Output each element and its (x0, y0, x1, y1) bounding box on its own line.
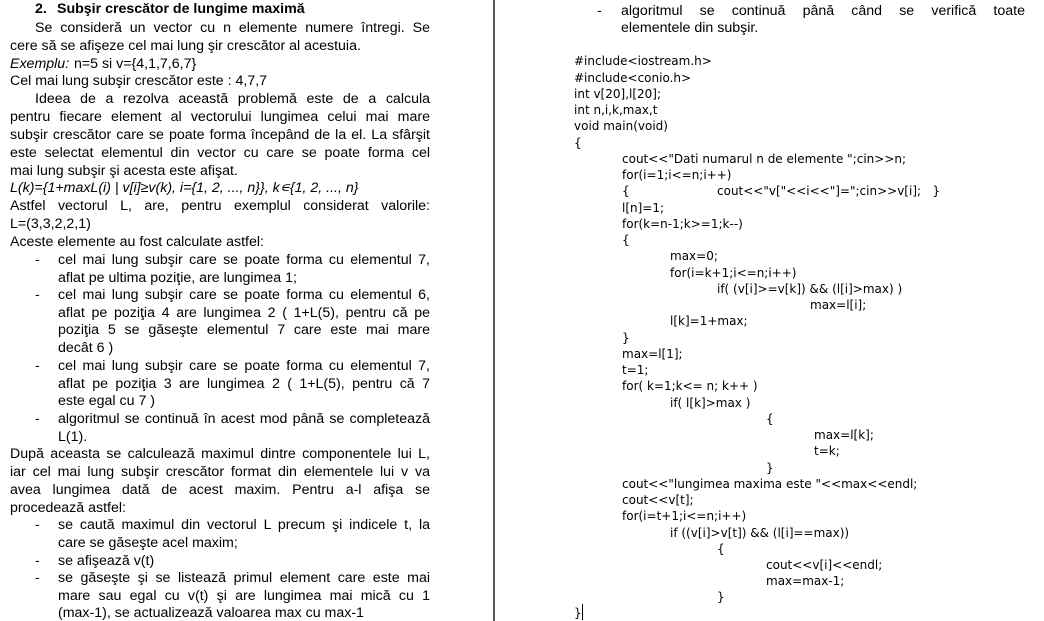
bullet-dash: - (597, 3, 602, 19)
code-line: { (766, 412, 774, 426)
after-line-3: avea lungimea dată de acest maxim. Pentru a-l afişa se (10, 482, 430, 498)
code-line: l[k]=1+max; (670, 314, 748, 328)
top-bullet-line-1: algoritmul se continuă până când se verifică toate (621, 3, 1025, 19)
code-line: max=l[k]; (814, 428, 874, 442)
code-line: for( k=1;k<= n; k++ ) (622, 379, 758, 393)
vector-l-line-2: L=(3,3,2,2,1) (10, 216, 91, 232)
code-line: { (622, 184, 630, 198)
code-line: cout<<v[t]; (622, 493, 694, 507)
bullet-dash: - (35, 517, 40, 533)
code-line: for(i=k+1;i<=n;i++) (670, 266, 797, 280)
idea-line-5: mai lung subşir şi acesta este afişat. (10, 163, 238, 179)
code-line: #include<iostream.h> (574, 54, 712, 68)
top-bullet-line-2: elementele din subşir. (621, 20, 759, 36)
formula: L(k)={1+maxL(i) | v[i]≥v(k), i={1, 2, ..., n}}, k∊{1, 2, ..., n} (10, 180, 359, 196)
code-line: cout<<"lungimea maxima este "<<max<<endl; (622, 477, 918, 491)
code-line: max=max-1; (766, 574, 845, 588)
code-line: max=l[i]; (810, 298, 867, 312)
page-divider (493, 0, 495, 621)
code-line: { (717, 542, 725, 556)
step2-line-1: se afişează v(t) (58, 553, 155, 569)
after-line-2: iar cel mai lung subşir crescător format din elementele lui v va (10, 464, 430, 480)
code-line: cout<<"v["<<i<<"]=";cin>>v[i]; } (717, 184, 941, 198)
code-line: max=0; (670, 249, 718, 263)
step1-line-1: se caută maximul din vectorul L precum şi indicele t, la (58, 517, 430, 533)
longest-subsequence: Cel mai lung subşir crescător este : 4,7,7 (10, 73, 268, 89)
code-line: cout<<"Dati numarul n de elemente ";cin>>n; (622, 152, 907, 166)
bullet-dash: - (35, 570, 40, 586)
code-line: if( l[k]>max ) (670, 396, 751, 410)
step3-line-3: (max-1), se actualizează valoarea max cu max-1 (58, 605, 364, 621)
code-line: for(i=t+1;i<=n;i++) (622, 509, 747, 523)
code-line: t=1; (622, 363, 649, 377)
bullet-dash: - (35, 553, 40, 569)
code-line: } (574, 606, 582, 620)
code-line: for(i=1;i<=n;i++) (622, 168, 732, 182)
after-line-4: procedează astfel: (10, 500, 126, 516)
bullet-dash: - (35, 411, 40, 427)
code-line: for(k=n-1;k>=1;k--) (622, 217, 743, 231)
intro-line-2: cere să se afişeze cel mai lung şir crescător al acestuia. (10, 38, 361, 54)
code-line: t=k; (814, 444, 840, 458)
bullet-dash: - (35, 287, 40, 303)
code-line: max=l[1]; (622, 347, 683, 361)
code-line: { (622, 233, 630, 247)
step1-line-2: care se găseşte acel maxim; (58, 535, 238, 551)
code-line: } (622, 331, 630, 345)
bullet2-line-1: cel mai lung subşir care se poate forma cu elementul 6, (58, 287, 430, 303)
code-line: if ((v[i]>v[t]) && (l[i]==max)) (670, 526, 850, 540)
step3-line-2: mare sau egal cu v(t) şi are lungimea mai mică cu 1 (58, 588, 430, 604)
section-heading: Subşir crescător de lungime maximă (57, 1, 305, 17)
code-line: l[n]=1; (622, 201, 665, 215)
idea-line-2: pentru fiecare element al vectorului lungimea celui mai mare (10, 109, 430, 125)
intro-line-1: Se consideră un vector cu n elemente numere întregi. Se (35, 20, 430, 36)
bullet-dash: - (35, 252, 40, 268)
code-line: #include<conio.h> (574, 71, 692, 85)
code-line: } (717, 590, 725, 604)
text-cursor[interactable] (582, 604, 583, 620)
bullet4-line-2: L(1). (58, 429, 88, 445)
bullet2-line-2: aflat pe poziţia 4 are lungimea 2 ( 1+L(5), pentru că pe (58, 305, 430, 321)
bullet1-line-2: aflat pe ultima poziţie, are lungimea 1; (58, 270, 297, 286)
code-line: void main(void) (574, 119, 668, 133)
section-number: 2. (35, 1, 47, 17)
idea-line-1: Ideea de a rezolva această problemă este de a calcula (35, 91, 430, 107)
calc-intro: Aceste elemente au fost calculate astfel: (10, 234, 264, 250)
bullet1-line-1: cel mai lung subşir care se poate forma cu elementul 7, (58, 252, 430, 268)
after-line-1: După aceasta se calculează maximul dintre componentele lui L, (10, 446, 430, 462)
bullet3-line-1: cel mai lung subşir care se poate forma cu elementul 7, (58, 358, 430, 374)
left-page (0, 0, 438, 621)
bullet4-line-1: algoritmul se continuă în acest mod până se completează (58, 411, 430, 427)
bullet2-line-3: poziţia 5 se găseşte elementul 7 care este mai mare (58, 322, 430, 338)
bullet2-line-4: decât 6 ) (58, 340, 114, 356)
code-line: { (574, 136, 582, 150)
example-text: n=5 si v={4,1,7,6,7} (70, 56, 197, 72)
vector-l-line-1: Astfel vectorul L, are, pentru exemplul considerat valorile: (10, 198, 430, 214)
code-line: if( (v[i]>=v[k]) && (l[i]>max) ) (717, 282, 903, 296)
bullet3-line-2: aflat pe poziţia 3 are lungimea 2 ( 1+L(5), pentru că 7 (58, 376, 430, 392)
example-label: Exemplu: (10, 56, 70, 72)
idea-line-3: subşir crescător care se poate forma începând de la el. La sfârşit (10, 127, 430, 143)
code-line: int n,i,k,max,t (574, 103, 658, 117)
step3-line-1: se găseşte şi se listează primul element care este mai (58, 570, 430, 586)
right-page (503, 0, 1044, 621)
idea-line-4: este selectat elementul din vector cu care se poate forma cel (10, 145, 430, 161)
code-line: int v[20],l[20]; (574, 87, 662, 101)
bullet3-line-3: este egal cu 7 ) (58, 393, 156, 409)
code-line: } (766, 461, 774, 475)
code-line: cout<<v[i]<<endl; (766, 558, 883, 572)
bullet-dash: - (35, 358, 40, 374)
